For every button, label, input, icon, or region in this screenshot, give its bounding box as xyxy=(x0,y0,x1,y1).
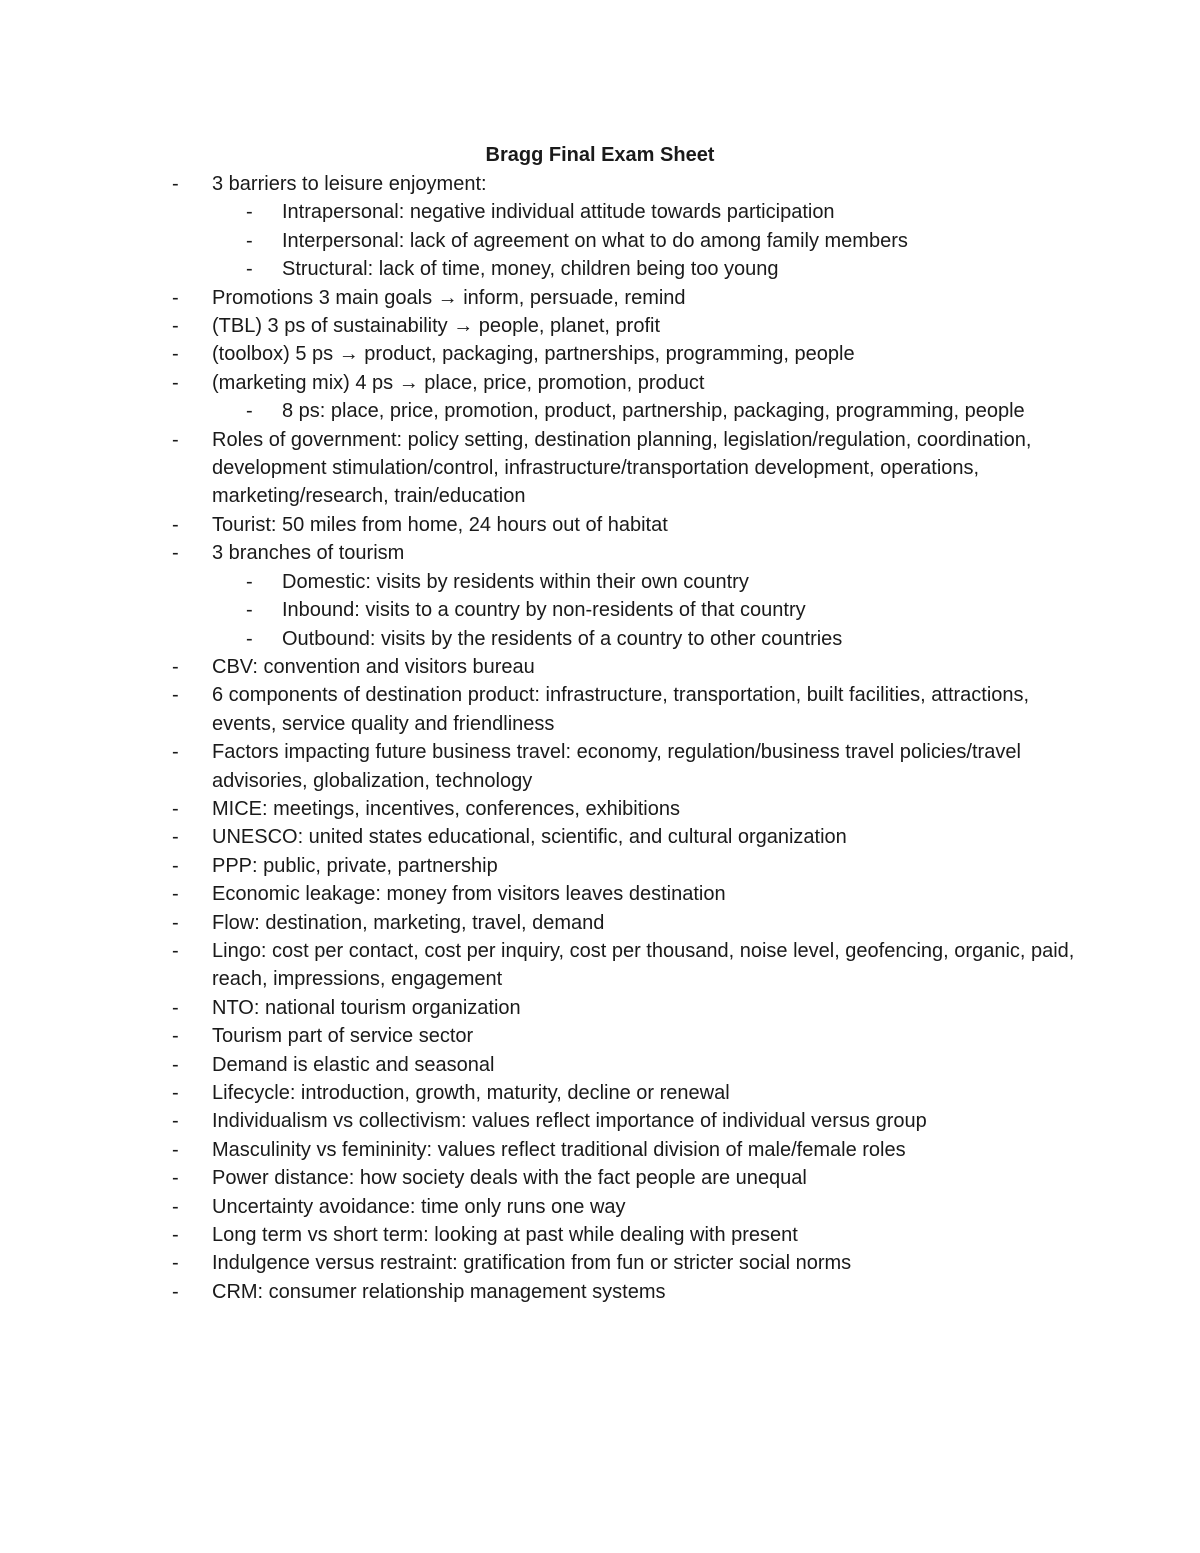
bullet-dash: - xyxy=(172,911,179,934)
list-item xyxy=(0,795,1200,823)
bullet-dash: - xyxy=(172,1252,179,1275)
list-item xyxy=(0,1221,1200,1249)
list-item xyxy=(0,1079,1200,1107)
bullet-dash: - xyxy=(172,797,179,820)
list-item-text: Individualism vs collectivism: values reflect importance of individual versus group xyxy=(212,1110,927,1133)
sub-list-item xyxy=(0,198,1200,226)
list-item xyxy=(0,1164,1200,1192)
notes-list xyxy=(0,170,1200,1306)
list-item-text: NTO: national tourism organization xyxy=(212,996,521,1019)
list-item xyxy=(0,1107,1200,1135)
list-item xyxy=(0,369,1200,397)
bullet-dash: - xyxy=(172,1110,179,1133)
list-item xyxy=(0,653,1200,681)
list-item-text: CBV: convention and visitors bureau xyxy=(212,655,535,678)
list-item xyxy=(0,1193,1200,1221)
list-item-text: MICE: meetings, incentives, conferences, exhibitions xyxy=(212,797,680,820)
list-item-text: UNESCO: united states educational, scientific, and cultural organization xyxy=(212,826,847,849)
list-item-text: Lifecycle: introduction, growth, maturity, decline or renewal xyxy=(212,1082,730,1104)
bullet-dash: - xyxy=(172,939,179,962)
bullet-dash: - xyxy=(172,1025,179,1048)
list-item-text: Outbound: visits by the residents of a country to other countries xyxy=(282,627,843,650)
list-item xyxy=(0,539,1200,567)
list-item-text: Interpersonal: lack of agreement on what to do among family members xyxy=(282,229,908,252)
bullet-dash: - xyxy=(246,201,253,224)
list-item xyxy=(0,511,1200,539)
list-item xyxy=(0,681,1200,738)
list-item-text: Domestic: visits by residents within their own country xyxy=(282,570,749,593)
list-item-text: (TBL) 3 ps of sustainability → people, planet, profit xyxy=(212,315,661,338)
bullet-dash: - xyxy=(172,996,179,1019)
list-item xyxy=(0,937,1200,994)
bullet-dash: - xyxy=(172,1138,179,1161)
list-item xyxy=(0,426,1200,511)
list-item-text: (toolbox) 5 ps → product, packaging, partnerships, programming, people xyxy=(212,343,855,366)
bullet-dash: - xyxy=(172,513,179,536)
list-item-text: Inbound: visits to a country by non-residents of that country xyxy=(282,599,806,622)
bullet-dash: - xyxy=(172,854,179,877)
bullet-dash: - xyxy=(246,570,253,593)
sub-list-item xyxy=(0,596,1200,624)
list-item-text: Factors impacting future business travel: economy, regulation/business travel policies/travel advisories, globalization, technology xyxy=(212,741,1021,792)
bullet-dash: - xyxy=(172,542,179,565)
list-item xyxy=(0,852,1200,880)
bullet-dash: - xyxy=(172,655,179,678)
bullet-dash: - xyxy=(172,1195,179,1218)
bullet-dash: - xyxy=(246,627,253,650)
bullet-dash: - xyxy=(172,173,179,195)
list-item xyxy=(0,1136,1200,1164)
list-item-text: CRM: consumer relationship management systems xyxy=(212,1280,666,1303)
bullet-dash: - xyxy=(246,400,253,423)
list-item-text: Promotions 3 main goals → inform, persuade, remind xyxy=(212,286,686,309)
list-item-text: Long term vs short term: looking at past while dealing with present xyxy=(212,1224,798,1247)
bullet-dash: - xyxy=(172,286,179,309)
bullet-dash: - xyxy=(246,229,253,252)
bullet-dash: - xyxy=(172,1053,179,1076)
bullet-dash: - xyxy=(172,428,179,451)
list-item xyxy=(0,1278,1200,1306)
bullet-dash: - xyxy=(246,599,253,622)
bullet-dash: - xyxy=(172,883,179,906)
list-item-text: (marketing mix) 4 ps → place, price, promotion, product xyxy=(212,371,705,394)
list-item-text: 3 branches of tourism xyxy=(212,542,405,565)
list-item-text: 6 components of destination product: infrastructure, transportation, built facilities, attractions, events, service quality and friendliness xyxy=(212,684,1030,735)
list-item xyxy=(0,738,1200,795)
bullet-dash: - xyxy=(172,371,179,394)
list-item-text: 8 ps: place, price, promotion, product, partnership, packaging, programming, people xyxy=(282,400,1025,423)
bullet-dash: - xyxy=(172,1280,179,1303)
list-item-text: Economic leakage: money from visitors leaves destination xyxy=(212,883,726,906)
list-item xyxy=(0,994,1200,1022)
list-item xyxy=(0,1051,1200,1079)
sub-list-item xyxy=(0,568,1200,596)
list-item-text: Indulgence versus restraint: gratification from fun or stricter social norms xyxy=(212,1252,852,1275)
list-item xyxy=(0,823,1200,851)
list-item xyxy=(0,909,1200,937)
list-item-text: Tourist: 50 miles from home, 24 hours out of habitat xyxy=(212,513,668,536)
list-item xyxy=(0,1022,1200,1050)
list-item xyxy=(0,1249,1200,1277)
bullet-dash: - xyxy=(172,1167,179,1190)
list-item-text: Power distance: how society deals with the fact people are unequal xyxy=(212,1167,807,1190)
sub-list-item xyxy=(0,625,1200,653)
bullet-dash: - xyxy=(172,1224,179,1247)
bullet-dash: - xyxy=(172,315,179,338)
list-item-text: Demand is elastic and seasonal xyxy=(212,1053,495,1076)
list-item xyxy=(0,170,1200,198)
bullet-dash: - xyxy=(172,741,179,764)
bullet-dash: - xyxy=(172,826,179,849)
bullet-dash: - xyxy=(172,684,179,707)
bullet-dash: - xyxy=(246,258,253,281)
bullet-dash: - xyxy=(172,1082,179,1104)
list-item-text: Roles of government: policy setting, destination planning, legislation/regulation, coordination, development stimulation/control, infrastructure/transportation development, operations, marketing/research, train/education xyxy=(212,428,1032,508)
list-item-text: Flow: destination, marketing, travel, demand xyxy=(212,911,605,934)
bullet-dash: - xyxy=(172,343,179,366)
list-item-text: PPP: public, private, partnership xyxy=(212,854,498,877)
list-item-text: Structural: lack of time, money, children being too young xyxy=(282,258,779,281)
list-item xyxy=(0,312,1200,340)
list-item-text: Intrapersonal: negative individual attitude towards participation xyxy=(282,201,835,224)
list-item xyxy=(0,880,1200,908)
document-title: Bragg Final Exam Sheet xyxy=(485,144,715,166)
list-item-text: Lingo: cost per contact, cost per inquiry, cost per thousand, noise level, geofencing, organic, paid, reach, impressions, engagement xyxy=(212,939,1075,991)
list-item-text: Uncertainty avoidance: time only runs one way xyxy=(212,1195,626,1218)
sub-list-item xyxy=(0,255,1200,283)
sub-list-item xyxy=(0,397,1200,425)
list-item xyxy=(0,284,1200,312)
list-item-text: 3 barriers to leisure enjoyment: xyxy=(212,173,487,195)
list-item-text: Tourism part of service sector xyxy=(212,1025,474,1048)
list-item-text: Masculinity vs femininity: values reflect traditional division of male/female roles xyxy=(212,1138,906,1161)
list-item xyxy=(0,340,1200,368)
sub-list-item xyxy=(0,227,1200,255)
